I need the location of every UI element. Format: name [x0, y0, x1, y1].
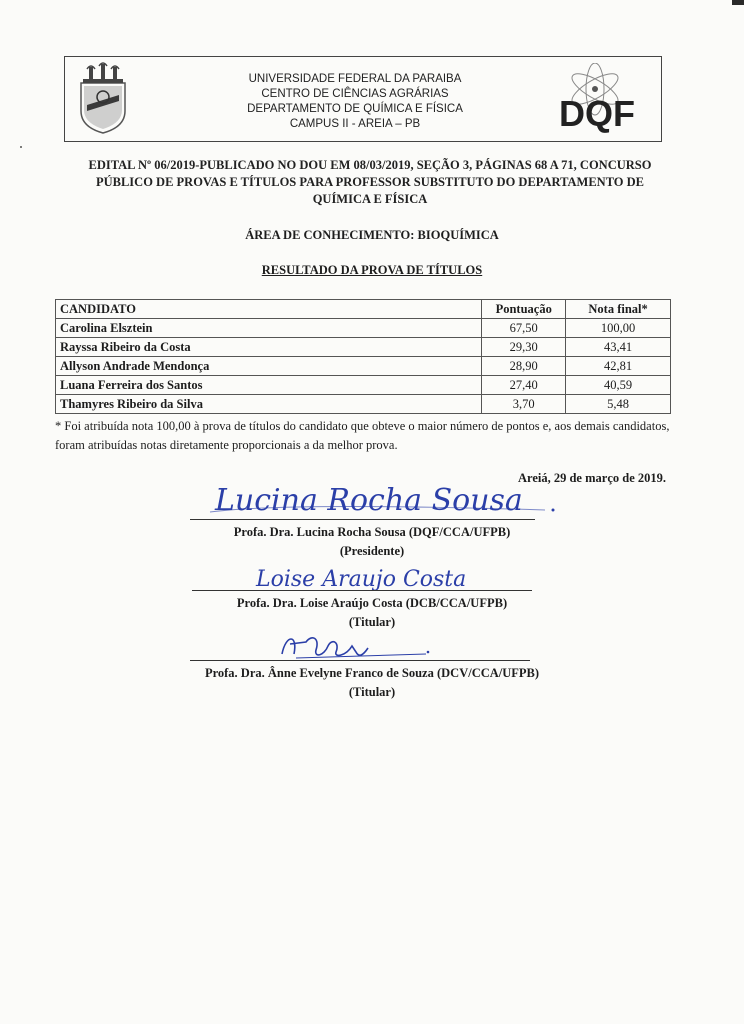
- signatory-name: Profa. Dra. Lucina Rocha Sousa (DQF/CCA/UFPB): [233, 525, 511, 539]
- signatory-name: Profa. Dra. Loise Araújo Costa (DCB/CCA/UFPB): [236, 596, 508, 610]
- institution-line: CENTRO DE CIÊNCIAS AGRÁRIAS: [261, 88, 449, 100]
- candidate-final-grade: 40,59: [566, 376, 671, 395]
- candidate-final-grade: 42,81: [566, 357, 671, 376]
- signatory-role: (Titular): [348, 615, 396, 629]
- stray-dot: [20, 146, 22, 148]
- institution-name: [165, 72, 545, 132]
- signature-2: [0, 594, 744, 632]
- candidate-name: Thamyres Ribeiro da Silva: [56, 395, 482, 414]
- column-header-candidate: CANDIDATO: [56, 300, 482, 319]
- edital-line: EDITAL Nº 06/2019-PUBLICADO NO DOU EM 08/03/2019, SEÇÃO 3, PÁGINAS 68 A 71, CONCURSO: [88, 158, 652, 172]
- candidate-final-grade: 43,41: [566, 338, 671, 357]
- table-row: [56, 319, 671, 338]
- column-header-final-grade: Nota final*: [566, 300, 671, 319]
- dqf-logo-icon: [551, 63, 643, 135]
- candidate-name: Allyson Andrade Mendonça: [56, 357, 482, 376]
- edital-line: QUÍMICA E FÍSICA: [312, 192, 428, 206]
- signature-1-handwritten-text: Lucina Rocha Sousa: [215, 483, 523, 518]
- date-place: Areiá, 29 de março de 2019.: [517, 471, 666, 485]
- signature-1-line: [190, 519, 535, 520]
- candidate-score: 3,70: [482, 395, 566, 414]
- candidate-name: Rayssa Ribeiro da Costa: [56, 338, 482, 357]
- column-header-score: Pontuação: [482, 300, 566, 319]
- candidate-score: 29,30: [482, 338, 566, 357]
- footnote: * Foi atribuída nota 100,00 à prova de títulos do candidato que obteve o maior número de pontos e, aos demais candidatos, foram atribuídas notas diretamente proporcionais a da melhor prova.: [55, 419, 670, 452]
- edital-heading: [50, 157, 690, 208]
- signature-1-handwriting: [205, 472, 565, 522]
- candidate-score: 67,50: [482, 319, 566, 338]
- letterhead: [64, 56, 662, 142]
- signatory-name: Profa. Dra. Ânne Evelyne Franco de Souza (DCV/CCA/UFPB): [204, 666, 540, 680]
- candidate-name: Luana Ferreira dos Santos: [56, 376, 482, 395]
- signatory-role: (Titular): [348, 685, 396, 699]
- result-title: RESULTADO DA PROVA DE TÍTULOS: [261, 263, 483, 277]
- signatory-role: (Presidente): [339, 544, 405, 558]
- results-table: [55, 299, 671, 414]
- institution-line: UNIVERSIDADE FEDERAL DA PARAIBA: [248, 73, 462, 85]
- knowledge-area: ÁREA DE CONHECIMENTO: BIOQUÍMICA: [245, 228, 499, 242]
- table-row: [56, 357, 671, 376]
- table-header-row: [56, 300, 671, 319]
- candidate-score: 28,90: [482, 357, 566, 376]
- candidate-final-grade: 100,00: [566, 319, 671, 338]
- table-row: [56, 376, 671, 395]
- institution-line: CAMPUS II - AREIA – PB: [289, 118, 421, 130]
- signature-3-handwriting: [276, 630, 436, 664]
- institution-line: DEPARTAMENTO DE QUÍMICA E FÍSICA: [247, 103, 463, 115]
- university-seal-icon: [75, 61, 131, 135]
- table-row: [56, 395, 671, 414]
- dqf-logo-text: DQF: [559, 93, 635, 134]
- signature-3-line: [190, 660, 530, 661]
- candidate-score: 27,40: [482, 376, 566, 395]
- candidate-name: Carolina Elsztein: [56, 319, 482, 338]
- candidate-final-grade: 5,48: [566, 395, 671, 414]
- signature-2-handwritten-text: Loise Araujo Costa: [256, 567, 467, 592]
- table-row: [56, 338, 671, 357]
- edital-line: PÚBLICO DE PROVAS E TÍTULOS PARA PROFESSOR SUBSTITUTO DO DEPARTAMENTO DE: [95, 175, 645, 189]
- signature-3: [0, 664, 744, 702]
- signature-1: [0, 523, 744, 561]
- corner-mark: [732, 0, 744, 5]
- signature-2-line: [192, 590, 532, 591]
